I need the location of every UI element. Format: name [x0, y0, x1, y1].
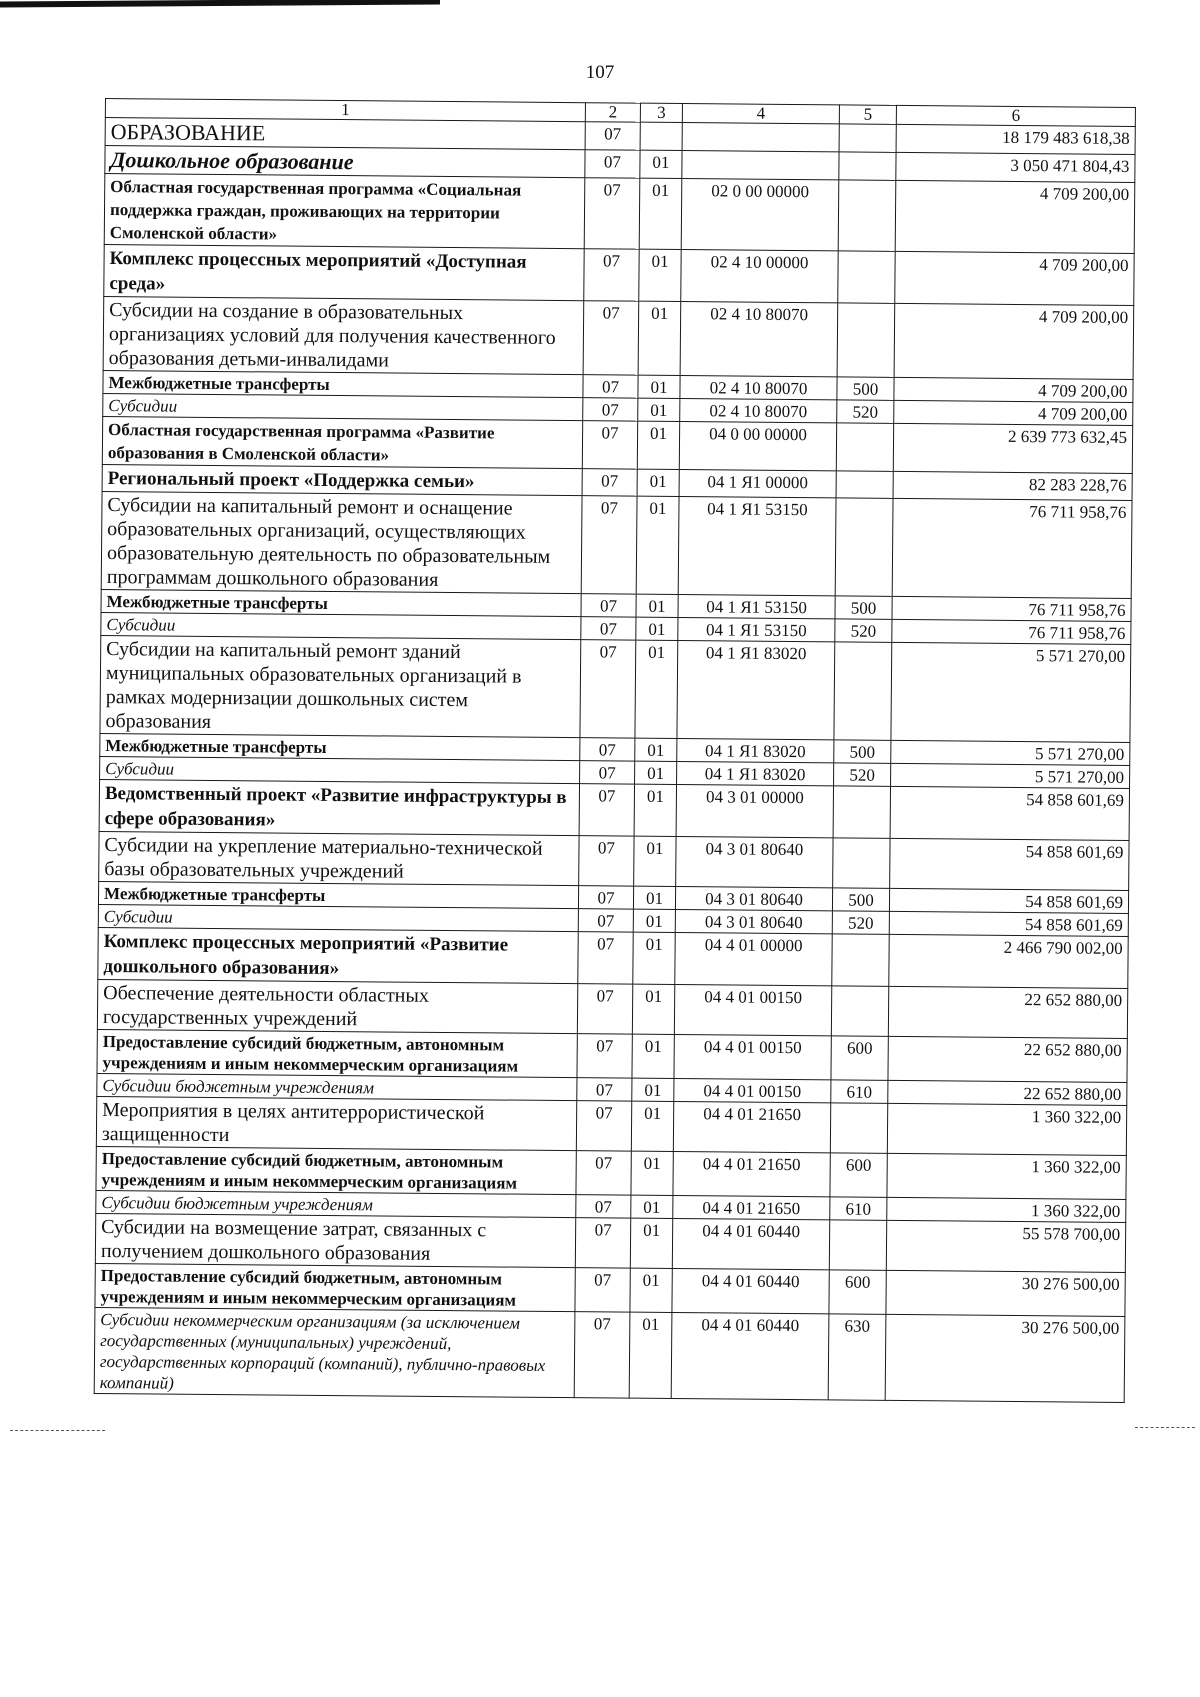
row-target-article: 04 1 Я1 53150	[678, 618, 835, 642]
row-target-article: 04 1 Я1 53150	[678, 497, 836, 596]
row-name: Субсидии бюджетным учреждениям	[97, 1073, 577, 1100]
row-subsection-code: 01	[630, 1268, 672, 1312]
table-row	[99, 779, 1129, 840]
row-expense-type	[838, 180, 896, 251]
table-row	[96, 1096, 1126, 1155]
row-target-article: 04 1 Я1 83020	[677, 641, 835, 740]
row-subsection-code: 01	[638, 301, 681, 375]
row-section-code: 07	[580, 738, 635, 761]
row-expense-type	[836, 471, 893, 498]
table-row	[97, 979, 1127, 1038]
row-amount: 4 709 200,00	[894, 377, 1133, 402]
row-section-code: 07	[577, 1034, 632, 1078]
row-target-article: 02 4 10 80070	[680, 376, 837, 400]
row-expense-type: 610	[830, 1197, 887, 1220]
row-section-code: 07	[582, 421, 637, 469]
row-subsection-code: 01	[638, 375, 680, 398]
scan-artifact-line	[1135, 1427, 1195, 1429]
row-name: Областная государственная программа «Развитие образования в Смоленской области»	[102, 416, 582, 468]
row-section-code: 07	[579, 784, 634, 836]
row-amount: 1 360 322,00	[887, 1153, 1126, 1199]
row-target-article: 04 3 01 80640	[675, 910, 832, 934]
row-name: Предоставление субсидий бюджетным, автономным учреждениям и иным некоммерческим организациям	[95, 1263, 575, 1311]
column-number: 6	[896, 105, 1135, 126]
row-section-code: 07	[576, 1195, 631, 1218]
row-name: Предоставление субсидий бюджетным, автономным учреждениям и иным некоммерческим организациям	[96, 1146, 576, 1194]
row-target-article: 04 1 Я1 00000	[679, 470, 836, 498]
row-section-code: 07	[575, 1218, 630, 1268]
column-number: 3	[640, 103, 682, 122]
row-subsection-code: 01	[637, 421, 679, 469]
scan-artifact-line	[10, 1430, 105, 1432]
row-section-code: 07	[578, 932, 633, 984]
row-target-article: 02 0 00 00000	[681, 179, 839, 251]
row-section-code: 07	[579, 836, 634, 886]
row-expense-type: 520	[834, 763, 891, 786]
row-subsection-code: 01	[631, 1151, 673, 1195]
column-number: 2	[585, 103, 640, 122]
row-amount: 18 179 483 618,38	[896, 124, 1135, 154]
row-amount: 5 571 270,00	[891, 642, 1131, 742]
row-section-code: 07	[584, 249, 639, 301]
row-name: Субсидии на капитальный ремонт зданий муниципальных образовательных организаций в рамках модернизации дошкольных систем образования	[100, 635, 581, 737]
row-name: Субсидии	[103, 393, 583, 420]
row-section-code: 07	[578, 909, 633, 932]
row-subsection-code: 01	[632, 984, 674, 1034]
row-section-code: 07	[582, 469, 637, 496]
row-subsection-code: 01	[632, 1078, 674, 1101]
row-name: Субсидии на возмещение затрат, связанных с получением дошкольного образования	[95, 1213, 575, 1267]
row-section-code: 07	[581, 496, 637, 594]
row-name: Межбюджетные трансферты	[100, 733, 580, 760]
row-expense-type: 610	[831, 1080, 888, 1103]
row-name: Субсидии некоммерческим организациям (за исключением государственных (муниципальных) учреждений, государственных корпораций (компаний), публично-правовых компаний)	[94, 1307, 575, 1397]
row-amount: 54 858 601,69	[889, 888, 1128, 913]
row-section-code: 07	[581, 594, 636, 617]
row-name: Субсидии бюджетным учреждениям	[96, 1190, 576, 1217]
row-subsection-code	[640, 122, 682, 150]
row-section-code: 07	[574, 1312, 630, 1398]
row-section-code: 07	[585, 122, 640, 150]
row-amount: 2 466 790 002,00	[889, 934, 1128, 988]
row-name: Предоставление субсидий бюджетным, автономным учреждениям и иным некоммерческим организациям	[97, 1029, 577, 1077]
row-amount: 5 571 270,00	[891, 763, 1130, 788]
row-amount: 4 709 200,00	[895, 180, 1135, 253]
table-row	[98, 927, 1128, 988]
row-subsection-code: 01	[635, 640, 678, 738]
row-section-code: 07	[577, 1078, 632, 1101]
table-row	[103, 296, 1134, 379]
row-expense-type	[832, 934, 889, 986]
row-target-article: 04 4 01 00150	[674, 1035, 831, 1080]
row-section-code: 07	[584, 178, 640, 249]
row-amount: 76 711 958,76	[892, 498, 1132, 598]
row-expense-type	[836, 423, 893, 471]
row-expense-type	[838, 251, 895, 303]
row-section-code: 07	[585, 150, 640, 178]
row-name: Субсидии	[98, 904, 578, 931]
row-name: Субсидии	[100, 756, 580, 783]
row-subsection-code: 01	[634, 784, 676, 836]
row-expense-type: 500	[832, 888, 889, 911]
row-expense-type: 520	[837, 400, 894, 423]
row-expense-type: 630	[828, 1314, 886, 1400]
row-subsection-code: 01	[639, 178, 682, 249]
row-target-article: 04 4 01 60440	[672, 1268, 829, 1313]
row-name: Ведомственный проект «Развитие инфраструктуры в сфере образования»	[99, 779, 579, 835]
column-number: 4	[682, 104, 839, 124]
row-subsection-code: 01	[629, 1312, 672, 1398]
row-expense-type	[834, 642, 892, 740]
column-number: 5	[839, 105, 896, 124]
row-target-article: 04 3 01 80640	[676, 837, 833, 888]
row-amount: 2 639 773 632,45	[893, 423, 1132, 473]
row-name: Субсидии на создание в образовательных организациях условий для получения качественного образования детьми-инвалидами	[103, 296, 584, 374]
row-expense-type	[837, 303, 895, 377]
row-expense-type: 600	[829, 1270, 886, 1314]
table-row	[101, 491, 1132, 598]
row-name: Межбюджетные трансферты	[101, 589, 581, 616]
row-subsection-code: 01	[630, 1218, 672, 1268]
row-section-code: 07	[575, 1268, 630, 1312]
row-expense-type: 500	[837, 377, 894, 400]
row-target-article: 04 3 01 00000	[676, 785, 833, 838]
row-subsection-code: 01	[633, 886, 675, 909]
row-amount: 5 571 270,00	[891, 740, 1130, 765]
row-name: Региональный проект «Поддержка семьи»	[102, 464, 582, 495]
row-target-article: 04 1 Я1 53150	[678, 595, 835, 619]
row-expense-type	[833, 838, 890, 888]
table-row	[104, 244, 1134, 305]
row-target-article: 04 0 00 00000	[679, 422, 836, 471]
row-name: Субсидии	[101, 612, 581, 639]
row-subsection-code: 01	[637, 469, 679, 496]
row-subsection-code: 01	[636, 594, 678, 617]
row-expense-type: 600	[831, 1036, 888, 1080]
row-target-article: 02 4 10 80070	[680, 302, 838, 377]
row-section-code: 07	[583, 398, 638, 421]
row-expense-type: 500	[835, 596, 892, 619]
row-subsection-code: 01	[632, 1034, 674, 1078]
row-amount: 4 709 200,00	[894, 303, 1134, 379]
row-amount: 82 283 228,76	[893, 471, 1132, 500]
row-target-article: 04 3 01 80640	[675, 887, 832, 911]
row-target-article	[682, 151, 839, 180]
table-row	[100, 635, 1131, 742]
row-name: Субсидии на укрепление материально-технической базы образовательных учреждений	[99, 831, 579, 885]
row-subsection-code: 01	[633, 909, 675, 932]
row-expense-type: 600	[830, 1153, 887, 1197]
table-row	[99, 831, 1129, 890]
row-subsection-code: 01	[638, 398, 680, 421]
row-target-article	[682, 123, 839, 152]
row-target-article: 04 4 01 60440	[672, 1218, 829, 1269]
row-expense-type	[830, 1103, 887, 1153]
row-amount: 4 709 200,00	[894, 400, 1133, 425]
scan-edge-mark	[0, 0, 440, 8]
row-subsection-code: 01	[636, 617, 678, 640]
row-expense-type	[839, 152, 896, 180]
row-target-article: 04 4 01 21650	[673, 1102, 830, 1153]
row-target-article: 04 4 01 00150	[674, 985, 831, 1036]
row-target-article: 04 4 01 00000	[675, 933, 832, 986]
row-section-code: 07	[576, 1101, 631, 1151]
row-amount: 54 858 601,69	[889, 911, 1128, 936]
budget-sheet	[94, 98, 1135, 1403]
row-name: Областная государственная программа «Социальная поддержка граждан, проживающих на территории Смоленской области»	[104, 174, 585, 249]
row-target-article: 04 4 01 21650	[673, 1151, 830, 1196]
row-amount: 22 652 880,00	[888, 1036, 1127, 1082]
row-amount: 76 711 958,76	[892, 596, 1131, 621]
row-expense-type: 520	[835, 619, 892, 642]
row-name: Комплекс процессных мероприятий «Развитие дошкольного образования»	[98, 927, 578, 983]
row-amount: 55 578 700,00	[886, 1220, 1125, 1272]
row-subsection-code: 01	[631, 1101, 673, 1151]
row-amount: 30 276 500,00	[886, 1270, 1125, 1316]
row-section-code: 07	[577, 984, 632, 1034]
table-row	[95, 1213, 1125, 1272]
row-target-article: 02 4 10 00000	[681, 250, 838, 303]
row-expense-type	[839, 124, 896, 152]
row-target-article: 04 1 Я1 83020	[677, 739, 834, 763]
row-section-code: 07	[576, 1151, 631, 1195]
row-subsection-code: 01	[631, 1195, 673, 1218]
row-amount: 54 858 601,69	[890, 838, 1129, 890]
row-expense-type	[829, 1220, 886, 1270]
row-amount: 22 652 880,00	[888, 1080, 1127, 1105]
row-target-article: 02 4 10 80070	[680, 399, 837, 423]
row-target-article: 04 4 01 00150	[674, 1079, 831, 1103]
row-subsection-code: 01	[635, 738, 677, 761]
row-name: Межбюджетные трансферты	[98, 881, 578, 908]
row-name: Обеспечение деятельности областных государственных учреждений	[97, 979, 577, 1033]
row-amount: 3 050 471 804,43	[896, 152, 1135, 182]
row-amount: 4 709 200,00	[895, 251, 1134, 305]
row-expense-type	[831, 986, 888, 1036]
row-name: ОБРАЗОВАНИЕ	[105, 118, 585, 150]
table-row	[94, 1307, 1125, 1402]
row-name: Дошкольное образование	[105, 146, 585, 178]
row-amount: 76 711 958,76	[892, 619, 1131, 644]
row-subsection-code: 01	[634, 836, 676, 886]
page-number: 107	[585, 62, 615, 83]
row-name: Межбюджетные трансферты	[103, 370, 583, 397]
row-expense-type: 500	[834, 740, 891, 763]
row-name: Комплекс процессных мероприятий «Доступная среда»	[104, 244, 584, 300]
row-subsection-code: 01	[640, 150, 682, 178]
table-row	[102, 416, 1132, 473]
row-section-code: 07	[578, 886, 633, 909]
row-expense-type	[833, 786, 890, 838]
column-number: 1	[105, 99, 585, 122]
row-section-code: 07	[580, 640, 636, 738]
row-amount: 54 858 601,69	[890, 786, 1129, 840]
row-name: Субсидии на капитальный ремонт и оснащение образовательных организаций, осуществляющих образовательную деятельность по образовательным программам дошкольного образования	[101, 491, 582, 593]
row-subsection-code: 01	[636, 496, 679, 594]
row-subsection-code: 01	[639, 249, 681, 301]
row-amount: 22 652 880,00	[888, 986, 1127, 1038]
row-expense-type: 520	[832, 911, 889, 934]
row-amount: 30 276 500,00	[885, 1314, 1125, 1402]
row-section-code: 07	[580, 761, 635, 784]
table-row	[104, 174, 1135, 254]
row-section-code: 07	[583, 375, 638, 398]
row-amount: 1 360 322,00	[887, 1197, 1126, 1222]
row-target-article: 04 1 Я1 83020	[677, 762, 834, 786]
budget-table	[94, 98, 1136, 1403]
row-target-article: 04 4 01 60440	[671, 1312, 829, 1399]
row-subsection-code: 01	[635, 761, 677, 784]
row-section-code: 07	[581, 617, 636, 640]
row-amount: 1 360 322,00	[887, 1103, 1126, 1155]
row-expense-type	[835, 498, 893, 596]
row-target-article: 04 4 01 21650	[673, 1195, 830, 1219]
row-name: Мероприятия в целях антитеррористической защищенности	[96, 1096, 576, 1150]
row-subsection-code: 01	[633, 932, 675, 984]
row-section-code: 07	[583, 301, 639, 375]
